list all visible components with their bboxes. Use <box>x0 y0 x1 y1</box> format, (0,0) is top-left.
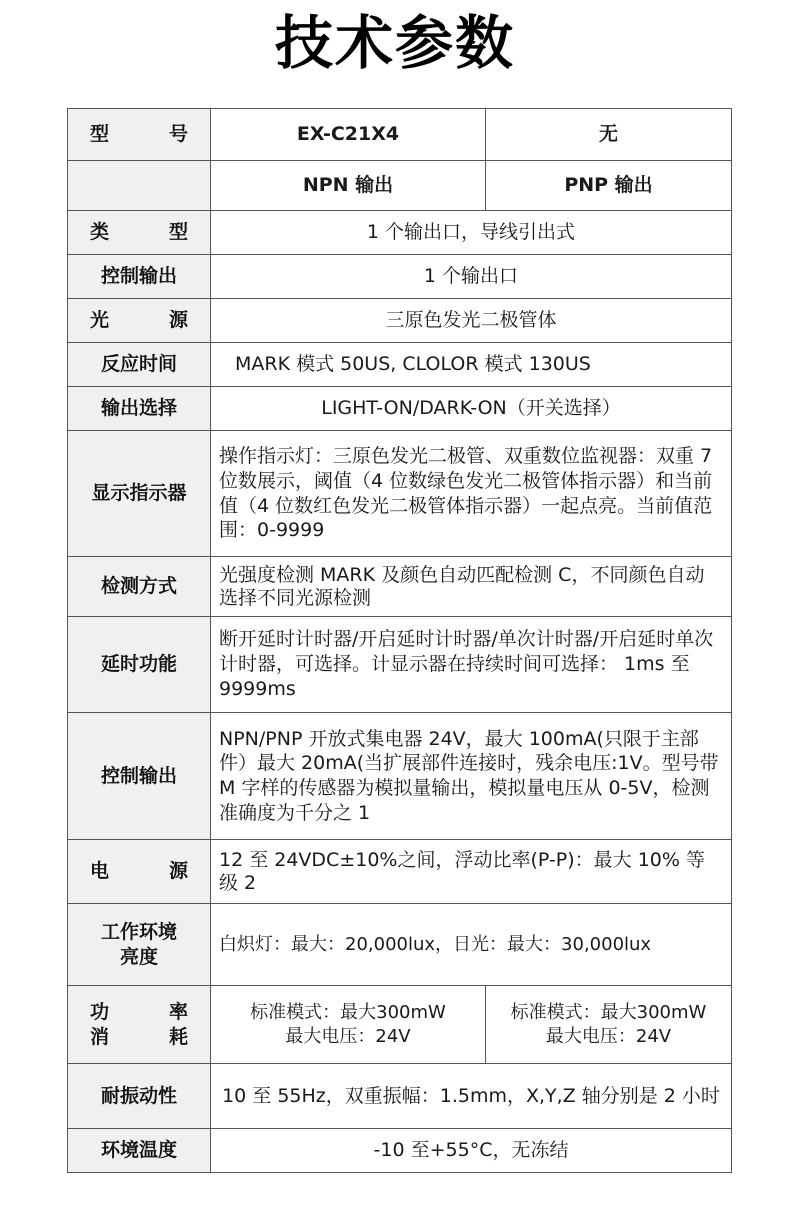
label-empty <box>68 161 211 211</box>
value-power: 12 至 24VDC±10%之间，浮动比率(P-P)：最大 10% 等级 2 <box>211 840 732 904</box>
row-control-output-2 <box>68 713 732 840</box>
row-power <box>68 840 732 904</box>
row-temperature <box>68 1129 732 1173</box>
value-vibration: 10 至 55Hz，双重振幅：1.5mm，X,Y,Z 轴分别是 2 小时 <box>211 1064 732 1129</box>
row-power-consumption <box>68 986 732 1064</box>
value-control-output-1: 1 个输出口 <box>211 255 732 299</box>
row-detection <box>68 557 732 617</box>
value-temperature: -10 至+55°C，无冻结 <box>211 1129 732 1173</box>
value-response-time: MARK 模式 50US, CLOLOR 模式 130US <box>211 343 732 387</box>
npn-standard-mode: 标准模式：最大300mW <box>250 1002 446 1024</box>
value-delay: 断开延时计时器/开启延时计时器/单次计时器/开启延时单次计时器，可选择。计显示器在持续时间可选择： 1ms 至 9999ms <box>211 617 732 713</box>
label-detection: 检测方式 <box>68 557 211 617</box>
label-brightness <box>68 904 211 986</box>
model-npn: EX-C21X4 <box>211 109 486 161</box>
label-power-consumption <box>68 986 211 1064</box>
label-response-time: 反应时间 <box>68 343 211 387</box>
value-type: 1 个输出口，导线引出式 <box>211 211 732 255</box>
label-display: 显示指示器 <box>68 431 211 557</box>
label-light-source: 光源 <box>68 299 211 343</box>
row-output-select <box>68 387 732 431</box>
row-brightness <box>68 904 732 986</box>
model-pnp: 无 <box>486 109 732 161</box>
output-type-pnp: PNP 输出 <box>486 161 732 211</box>
output-type-npn: NPN 输出 <box>211 161 486 211</box>
row-output-type <box>68 161 732 211</box>
npn-max-voltage: 最大电压：24V <box>285 1025 411 1047</box>
value-brightness: 白炽灯：最大：20,000lux，日光：最大：30,000lux <box>211 904 732 986</box>
label-brightness-line1: 工作环境 <box>100 920 177 943</box>
row-delay <box>68 617 732 713</box>
row-light-source <box>68 299 732 343</box>
label-delay: 延时功能 <box>68 617 211 713</box>
value-light-source: 三原色发光二极管体 <box>211 299 732 343</box>
label-vibration: 耐振动性 <box>68 1064 211 1129</box>
pnp-standard-mode: 标准模式：最大300mW <box>510 1002 707 1024</box>
power-consumption-pnp <box>486 986 732 1064</box>
row-response-time <box>68 343 732 387</box>
value-control-output-2: NPN/PNP 开放式集电器 24V，最大 100mA(只限于主部件）最大 20mA(当扩展部件连接时，残余电压:1V。型号带 M 字样的传感器为模拟量输出，模拟量电压从 0-5V，检测准确度为千分之 1 <box>211 713 732 840</box>
row-model <box>68 109 732 161</box>
label-model: 型号 <box>68 109 211 161</box>
label-power: 电源 <box>68 840 211 904</box>
power-consumption-npn <box>211 986 486 1064</box>
label-type: 类型 <box>68 211 211 255</box>
label-power-consumption-line2: 消耗 <box>90 1025 188 1048</box>
label-brightness-line2: 亮度 <box>119 945 158 968</box>
label-temperature: 环境温度 <box>68 1129 211 1173</box>
value-display: 操作指示灯：三原色发光二极管、双重数位监视器：双重 7 位数展示，阈值（4 位数绿色发光二极管体指示器）和当前值（4 位数红色发光二极管体指示器）一起点亮。当前值范围：0-9999 <box>211 431 732 557</box>
value-detection: 光强度检测 MARK 及颜色自动匹配检测 C，不同颜色自动选择不同光源检测 <box>211 557 732 617</box>
pnp-max-voltage: 最大电压：24V <box>545 1025 672 1047</box>
row-control-output-1 <box>68 255 732 299</box>
label-power-consumption-line1: 功率 <box>90 1000 188 1023</box>
label-control-output-1: 控制输出 <box>68 255 211 299</box>
value-output-select: LIGHT-ON/DARK-ON（开关选择） <box>211 387 732 431</box>
page-title: 技术参数 <box>274 9 515 77</box>
row-type <box>68 211 732 255</box>
row-vibration <box>68 1064 732 1129</box>
label-output-select: 输出选择 <box>68 387 211 431</box>
spec-table <box>67 108 732 1173</box>
label-control-output-2: 控制输出 <box>68 713 211 840</box>
row-display <box>68 431 732 557</box>
